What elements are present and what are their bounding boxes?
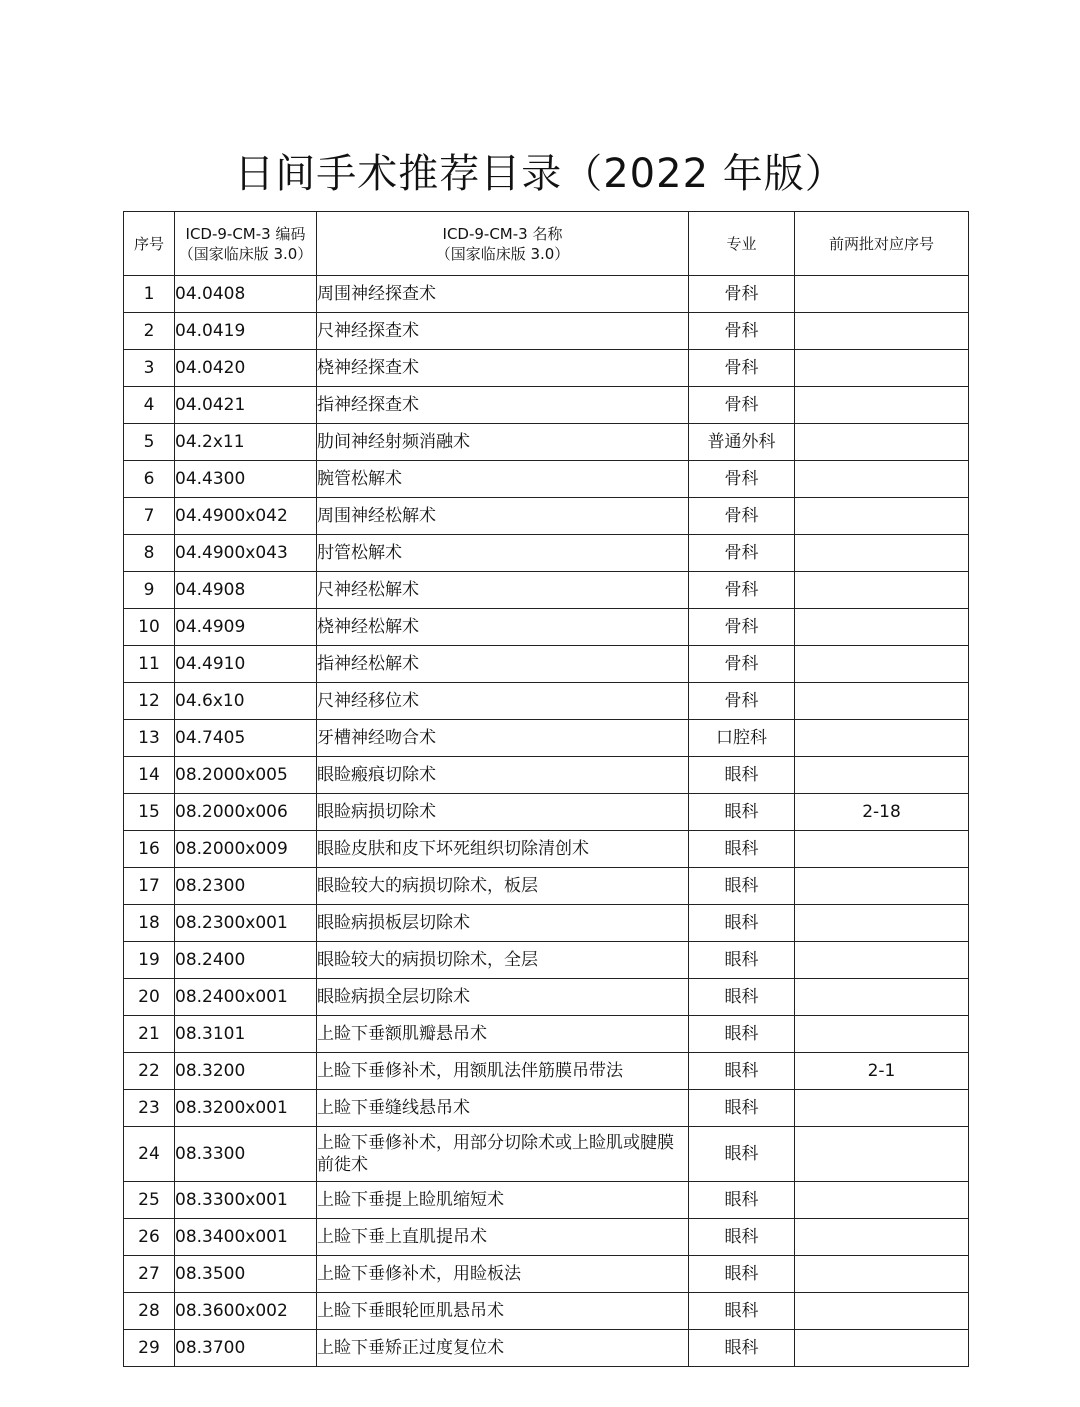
cell-code: 08.3101	[175, 1016, 317, 1053]
cell-code: 04.4909	[175, 609, 317, 646]
header-code-line1: ICD-9-CM-3 编码	[185, 224, 306, 243]
cell-previous	[795, 1219, 969, 1256]
cell-specialty: 眼科	[689, 868, 795, 905]
cell-seq: 2	[124, 313, 175, 350]
cell-previous	[795, 1182, 969, 1219]
cell-specialty: 眼科	[689, 1127, 795, 1182]
cell-previous: 2-1	[795, 1053, 969, 1090]
cell-seq: 9	[124, 572, 175, 609]
header-specialty: 专业	[689, 212, 795, 276]
cell-seq: 1	[124, 276, 175, 313]
table-row	[124, 387, 969, 424]
table-body	[124, 276, 969, 1367]
cell-specialty: 骨科	[689, 572, 795, 609]
cell-specialty: 骨科	[689, 609, 795, 646]
cell-previous	[795, 831, 969, 868]
cell-previous	[795, 683, 969, 720]
cell-specialty: 骨科	[689, 646, 795, 683]
cell-code: 08.2000x005	[175, 757, 317, 794]
cell-name: 指神经探查术	[317, 387, 689, 424]
cell-seq: 10	[124, 609, 175, 646]
table-row	[124, 942, 969, 979]
table-row	[124, 1219, 969, 1256]
cell-specialty: 骨科	[689, 683, 795, 720]
cell-specialty: 骨科	[689, 276, 795, 313]
cell-previous	[795, 461, 969, 498]
cell-specialty: 眼科	[689, 905, 795, 942]
cell-seq: 16	[124, 831, 175, 868]
cell-name: 腕管松解术	[317, 461, 689, 498]
cell-code: 04.7405	[175, 720, 317, 757]
cell-name: 眼睑病损切除术	[317, 794, 689, 831]
cell-name: 上睑下垂眼轮匝肌悬吊术	[317, 1293, 689, 1330]
cell-code: 08.2300	[175, 868, 317, 905]
cell-seq: 3	[124, 350, 175, 387]
cell-name: 眼睑病损板层切除术	[317, 905, 689, 942]
cell-seq: 7	[124, 498, 175, 535]
cell-code: 04.0419	[175, 313, 317, 350]
cell-previous	[795, 313, 969, 350]
cell-name: 尺神经移位术	[317, 683, 689, 720]
cell-previous	[795, 905, 969, 942]
table-row	[124, 646, 969, 683]
cell-seq: 29	[124, 1330, 175, 1367]
cell-name: 桡神经松解术	[317, 609, 689, 646]
cell-specialty: 骨科	[689, 535, 795, 572]
cell-name: 周围神经探查术	[317, 276, 689, 313]
header-row	[124, 212, 969, 276]
table-row	[124, 831, 969, 868]
cell-seq: 4	[124, 387, 175, 424]
cell-seq: 25	[124, 1182, 175, 1219]
cell-code: 08.2000x009	[175, 831, 317, 868]
table-row	[124, 609, 969, 646]
cell-name: 上睑下垂矫正过度复位术	[317, 1330, 689, 1367]
cell-code: 08.3300x001	[175, 1182, 317, 1219]
cell-seq: 22	[124, 1053, 175, 1090]
cell-specialty: 眼科	[689, 1016, 795, 1053]
cell-specialty: 眼科	[689, 1330, 795, 1367]
cell-specialty: 眼科	[689, 757, 795, 794]
cell-name: 上睑下垂修补术，用额肌法伴筋膜吊带法	[317, 1053, 689, 1090]
cell-code: 04.0408	[175, 276, 317, 313]
table-row	[124, 794, 969, 831]
table-row	[124, 720, 969, 757]
cell-code: 04.4900x043	[175, 535, 317, 572]
cell-seq: 14	[124, 757, 175, 794]
cell-previous	[795, 350, 969, 387]
cell-seq: 8	[124, 535, 175, 572]
cell-specialty: 眼科	[689, 1219, 795, 1256]
cell-previous	[795, 498, 969, 535]
cell-previous	[795, 609, 969, 646]
table-row	[124, 683, 969, 720]
cell-seq: 28	[124, 1293, 175, 1330]
cell-previous	[795, 276, 969, 313]
cell-previous	[795, 1127, 969, 1182]
cell-name: 上睑下垂修补术，用睑板法	[317, 1256, 689, 1293]
cell-name: 上睑下垂上直肌提吊术	[317, 1219, 689, 1256]
cell-previous	[795, 424, 969, 461]
table-row	[124, 757, 969, 794]
cell-specialty: 骨科	[689, 387, 795, 424]
cell-code: 04.2x11	[175, 424, 317, 461]
cell-name: 桡神经探查术	[317, 350, 689, 387]
cell-code: 04.0421	[175, 387, 317, 424]
cell-seq: 20	[124, 979, 175, 1016]
cell-previous	[795, 757, 969, 794]
cell-code: 04.4910	[175, 646, 317, 683]
cell-name: 上睑下垂缝线悬吊术	[317, 1090, 689, 1127]
cell-specialty: 骨科	[689, 498, 795, 535]
table-row	[124, 1293, 969, 1330]
cell-previous: 2-18	[795, 794, 969, 831]
cell-code: 08.3300	[175, 1127, 317, 1182]
cell-seq: 26	[124, 1219, 175, 1256]
cell-name: 上睑下垂提上睑肌缩短术	[317, 1182, 689, 1219]
header-previous: 前两批对应序号	[795, 212, 969, 276]
cell-previous	[795, 572, 969, 609]
cell-code: 08.2300x001	[175, 905, 317, 942]
cell-specialty: 眼科	[689, 1053, 795, 1090]
cell-seq: 18	[124, 905, 175, 942]
cell-name: 尺神经探查术	[317, 313, 689, 350]
cell-code: 08.3500	[175, 1256, 317, 1293]
table-row	[124, 979, 969, 1016]
cell-seq: 27	[124, 1256, 175, 1293]
cell-code: 08.2000x006	[175, 794, 317, 831]
cell-previous	[795, 979, 969, 1016]
cell-code: 04.4300	[175, 461, 317, 498]
cell-name: 肘管松解术	[317, 535, 689, 572]
cell-previous	[795, 1330, 969, 1367]
cell-specialty: 眼科	[689, 1293, 795, 1330]
header-code	[175, 212, 317, 276]
cell-specialty: 眼科	[689, 1090, 795, 1127]
table-row	[124, 461, 969, 498]
cell-seq: 24	[124, 1127, 175, 1182]
table-row	[124, 572, 969, 609]
table-row	[124, 350, 969, 387]
table-row	[124, 313, 969, 350]
table-row	[124, 276, 969, 313]
cell-specialty: 骨科	[689, 350, 795, 387]
cell-name: 肋间神经射频消融术	[317, 424, 689, 461]
cell-previous	[795, 720, 969, 757]
cell-specialty: 口腔科	[689, 720, 795, 757]
table-row	[124, 1182, 969, 1219]
table-row	[124, 424, 969, 461]
cell-name: 上睑下垂额肌瓣悬吊术	[317, 1016, 689, 1053]
table-row	[124, 498, 969, 535]
cell-name: 眼睑瘢痕切除术	[317, 757, 689, 794]
cell-previous	[795, 1016, 969, 1053]
header-code-line2: （国家临床版 3.0）	[178, 244, 313, 263]
cell-seq: 13	[124, 720, 175, 757]
cell-seq: 11	[124, 646, 175, 683]
table-row	[124, 905, 969, 942]
cell-previous	[795, 868, 969, 905]
cell-name: 眼睑较大的病损切除术，板层	[317, 868, 689, 905]
header-name-line1: ICD-9-CM-3 名称	[442, 224, 563, 243]
cell-name: 眼睑较大的病损切除术，全层	[317, 942, 689, 979]
cell-name: 上睑下垂修补术，用部分切除术或上睑肌或腱膜前徙术	[317, 1127, 689, 1182]
cell-code: 04.4900x042	[175, 498, 317, 535]
cell-previous	[795, 387, 969, 424]
cell-code: 08.3200	[175, 1053, 317, 1090]
cell-name: 周围神经松解术	[317, 498, 689, 535]
cell-seq: 5	[124, 424, 175, 461]
cell-specialty: 眼科	[689, 979, 795, 1016]
table-row	[124, 1053, 969, 1090]
cell-code: 08.2400x001	[175, 979, 317, 1016]
cell-code: 08.3600x002	[175, 1293, 317, 1330]
cell-seq: 6	[124, 461, 175, 498]
cell-seq: 19	[124, 942, 175, 979]
table-row	[124, 1256, 969, 1293]
table-row	[124, 1330, 969, 1367]
cell-name: 眼睑皮肤和皮下坏死组织切除清创术	[317, 831, 689, 868]
cell-previous	[795, 1256, 969, 1293]
table-row	[124, 1127, 969, 1182]
cell-code: 08.3700	[175, 1330, 317, 1367]
table-row	[124, 1016, 969, 1053]
cell-seq: 23	[124, 1090, 175, 1127]
cell-specialty: 眼科	[689, 1182, 795, 1219]
cell-specialty: 眼科	[689, 831, 795, 868]
cell-seq: 17	[124, 868, 175, 905]
cell-code: 04.6x10	[175, 683, 317, 720]
cell-name: 眼睑病损全层切除术	[317, 979, 689, 1016]
table-row	[124, 1090, 969, 1127]
cell-previous	[795, 942, 969, 979]
cell-code: 04.0420	[175, 350, 317, 387]
table-header	[124, 212, 969, 276]
cell-specialty: 骨科	[689, 461, 795, 498]
cell-previous	[795, 1293, 969, 1330]
cell-specialty: 眼科	[689, 942, 795, 979]
cell-specialty: 骨科	[689, 313, 795, 350]
cell-name: 牙槽神经吻合术	[317, 720, 689, 757]
surgery-catalog-table	[123, 211, 969, 1367]
table-row	[124, 535, 969, 572]
cell-code: 08.3200x001	[175, 1090, 317, 1127]
cell-name: 尺神经松解术	[317, 572, 689, 609]
cell-seq: 15	[124, 794, 175, 831]
cell-code: 04.4908	[175, 572, 317, 609]
cell-seq: 21	[124, 1016, 175, 1053]
header-seq: 序号	[124, 212, 175, 276]
cell-code: 08.2400	[175, 942, 317, 979]
cell-specialty: 眼科	[689, 794, 795, 831]
cell-specialty: 眼科	[689, 1256, 795, 1293]
header-name-line2: （国家临床版 3.0）	[435, 244, 570, 263]
cell-specialty: 普通外科	[689, 424, 795, 461]
cell-previous	[795, 646, 969, 683]
header-name	[317, 212, 689, 276]
cell-seq: 12	[124, 683, 175, 720]
table-row	[124, 868, 969, 905]
cell-previous	[795, 1090, 969, 1127]
document-title: 日间手术推荐目录（2022 年版）	[234, 151, 846, 197]
cell-code: 08.3400x001	[175, 1219, 317, 1256]
cell-previous	[795, 535, 969, 572]
cell-name: 指神经松解术	[317, 646, 689, 683]
